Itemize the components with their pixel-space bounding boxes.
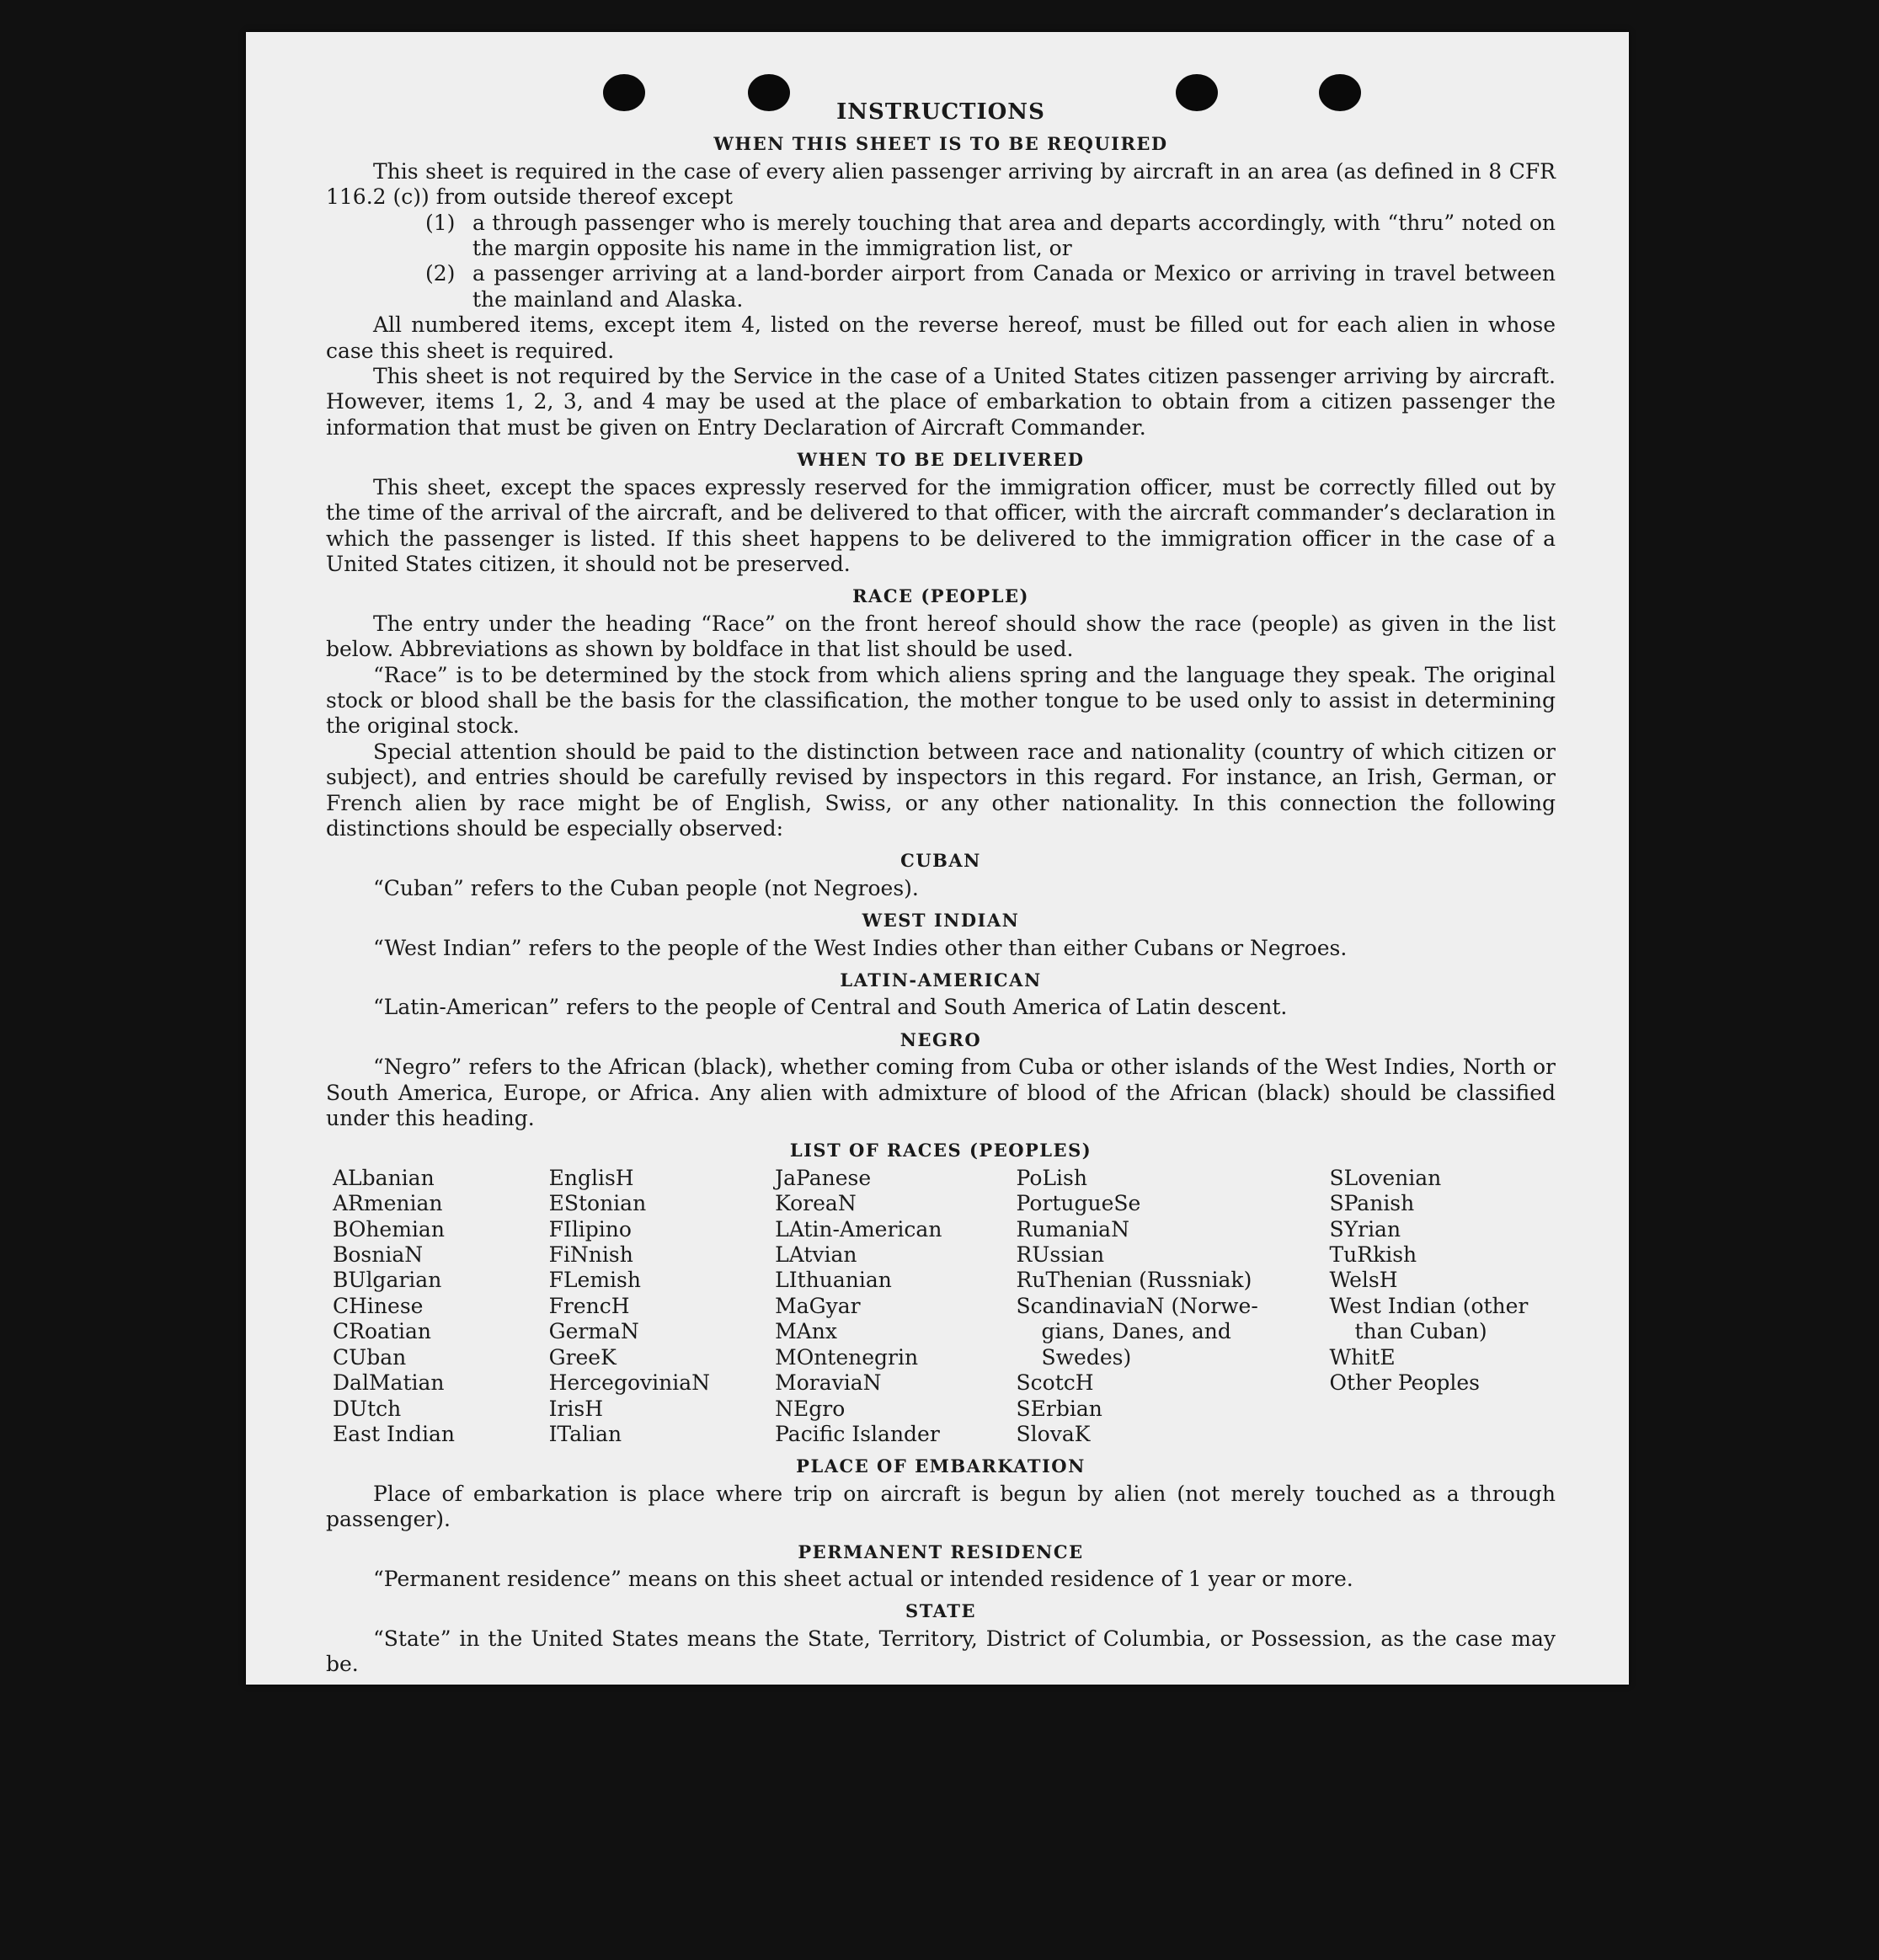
heading-west-indian: WEST INDIAN [862, 910, 1020, 932]
heading-required: WHEN THIS SHEET IS TO BE REQUIRED [713, 133, 1168, 155]
race-entry: RuThenian (Russniak) [1016, 1268, 1252, 1293]
race-entry: SYrian [1329, 1216, 1401, 1242]
race-entry: FLemish [548, 1268, 641, 1293]
race-entry: ALbanian [333, 1165, 435, 1190]
paragraph: “West Indian” refers to the people of the West Indies other than either Cubans or Negroes. [373, 935, 1348, 960]
race-entry: LIthuanian [775, 1268, 892, 1293]
race-entry-continued: gians, Danes, and [1041, 1319, 1231, 1344]
race-entry: EStonian [548, 1191, 647, 1216]
race-column [1329, 1166, 1556, 1447]
paragraph: Place of embarkation is place where trip on aircraft is begun by alien (not merely touched as a through passenger). [326, 1481, 1556, 1532]
race-entry: IrisH [548, 1396, 604, 1421]
race-entry: CUban [333, 1344, 407, 1370]
race-entry: ARmenian [333, 1191, 443, 1216]
race-entry: SPanish [1329, 1191, 1415, 1216]
paragraph: “State” in the United States means the State, Territory, District of Columbia, or Possession, as the case may be. [326, 1626, 1556, 1677]
paragraph: This sheet, except the spaces expressly reserved for the immigration officer, must be correctly filled out by the time of the arrival of the aircraft, and be delivered to that officer, with the aircraft commander’s declaration in which the passenger is listed. If this sheet happens to be delivered to the immigration officer in the case of a United States citizen, it should not be preserved. [326, 474, 1556, 576]
race-entry: SErbian [1016, 1396, 1102, 1421]
race-entry: MOntenegrin [775, 1344, 919, 1370]
race-entry: West Indian (other [1329, 1293, 1529, 1318]
race-entry: LAtin-American [775, 1216, 942, 1242]
heading-race: RACE (PEOPLE) [852, 585, 1029, 607]
race-entry: KoreaN [775, 1191, 857, 1216]
paragraph: All numbered items, except item 4, listed on the reverse hereof, must be filled out for each alien in whose case this sheet is required. [326, 312, 1556, 363]
race-entry: WelsH [1329, 1268, 1398, 1293]
paragraph: This sheet is required in the case of every alien passenger arriving by aircraft in an area (as defined in 8 CFR 116.2 (c)) from outside thereof except [326, 158, 1556, 210]
race-entry: ScandinaviaN (Norwe- [1016, 1293, 1258, 1318]
paragraph: “Cuban” refers to the Cuban people (not Negroes). [373, 875, 919, 900]
list-item: (1) a through passenger who is merely touching that area and departs accordingly, with “thru” noted on the margin opposite his name in the immigration list, or [425, 210, 1556, 261]
race-entry: CHinese [333, 1293, 424, 1318]
race-entry: PoLish [1016, 1165, 1087, 1190]
instructions-body [326, 99, 1556, 1678]
race-entry: FiNnish [548, 1242, 633, 1268]
paragraph: Special attention should be paid to the distinction between race and nationality (country of which citizen or subject), and entries should be carefully revised by inspectors in this regard. For instance, an Irish, German, or French alien by race might be of English, Swiss, or any other nationality. In this connection the following distinctions should be especially observed: [326, 739, 1556, 841]
race-entry: Pacific Islander [775, 1421, 940, 1446]
race-entry: MaGyar [775, 1293, 861, 1318]
race-entry: TuRkish [1329, 1242, 1417, 1268]
paragraph: “Latin-American” refers to the people of Central and South America of Latin descent. [373, 995, 1288, 1020]
heading-embarkation: PLACE OF EMBARKATION [796, 1455, 1086, 1477]
race-entry: SLovenian [1329, 1165, 1442, 1190]
race-entry: DUtch [333, 1396, 402, 1421]
race-entry: LAtvian [775, 1242, 857, 1268]
race-entry: MAnx [775, 1319, 837, 1344]
race-entry: EnglisH [548, 1165, 634, 1190]
heading-delivered: WHEN TO BE DELIVERED [797, 449, 1085, 471]
race-entry: PortugueSe [1016, 1191, 1141, 1216]
race-entry: RUssian [1016, 1242, 1105, 1268]
heading-latin-american: LATIN-AMERICAN [840, 969, 1042, 991]
race-entry: RumaniaN [1016, 1216, 1129, 1242]
heading-state: STATE [905, 1600, 976, 1622]
paragraph: “Race” is to be determined by the stock from which aliens spring and the language they speak. The original stock or blood shall be the basis for the classification, the mother tongue to be used only to assist in determining the original stock. [326, 662, 1556, 739]
heading-list-of-races: LIST OF RACES (PEOPLES) [789, 1140, 1092, 1162]
heading-residence: PERMANENT RESIDENCE [798, 1541, 1084, 1562]
page-title: INSTRUCTIONS [836, 99, 1045, 125]
race-entry: DalMatian [333, 1370, 445, 1396]
race-entry: WhitE [1329, 1344, 1396, 1370]
race-entry-continued: Swedes) [1041, 1344, 1132, 1370]
race-entry: Other Peoples [1329, 1370, 1480, 1396]
race-entry: FrencH [548, 1293, 630, 1318]
heading-negro: NEGRO [899, 1028, 982, 1050]
paragraph: “Permanent residence” means on this sheet actual or intended residence of 1 year or more. [373, 1566, 1353, 1591]
race-entry: MoraviaN [775, 1370, 882, 1396]
race-entry: FIlipino [548, 1216, 632, 1242]
race-entry: GermaN [548, 1319, 639, 1344]
race-column [333, 1166, 549, 1447]
race-column [775, 1166, 1016, 1447]
race-entry: JaPanese [775, 1165, 872, 1190]
paragraph: This sheet is not required by the Service in the case of a United States citizen passenger arriving by aircraft. However, items 1, 2, 3, and 4 may be used at the place of embarkation to obtain from a citizen passenger the information that must be given on Entry Declaration of Aircraft Commander. [326, 364, 1556, 440]
heading-cuban: CUBAN [900, 850, 981, 872]
race-entry: BosniaN [333, 1242, 424, 1268]
paragraph: “Negro” refers to the African (black), whether coming from Cuba or other islands of the West Indies, North or South America, Europe, or Africa. Any alien with admixture of blood of the African (black) should be classified under this heading. [326, 1055, 1556, 1131]
race-entry: BUlgarian [333, 1268, 442, 1293]
document-page [246, 32, 1629, 1685]
list-item: (2) a passenger arriving at a land-border airport from Canada or Mexico or arriving in travel between the mainland and Alaska. [425, 261, 1556, 312]
race-entry-continued: than Cuban) [1354, 1319, 1487, 1344]
paragraph: The entry under the heading “Race” on the front hereof should show the race (people) as given in the list below. Abbreviations as shown by boldface in that list should be used. [326, 611, 1556, 662]
race-entry: NEgro [775, 1396, 846, 1421]
race-entry: SlovaK [1016, 1421, 1091, 1446]
race-list [326, 1166, 1556, 1447]
race-column [1017, 1166, 1330, 1447]
race-entry: ScotcH [1016, 1370, 1094, 1396]
race-entry: BOhemian [333, 1216, 445, 1242]
race-column [549, 1166, 776, 1447]
race-entry: GreeK [548, 1344, 617, 1370]
race-entry: CRoatian [333, 1319, 431, 1344]
race-entry: HercegoviniaN [548, 1370, 710, 1396]
race-entry: East Indian [333, 1421, 455, 1446]
race-entry: ITalian [548, 1421, 622, 1446]
